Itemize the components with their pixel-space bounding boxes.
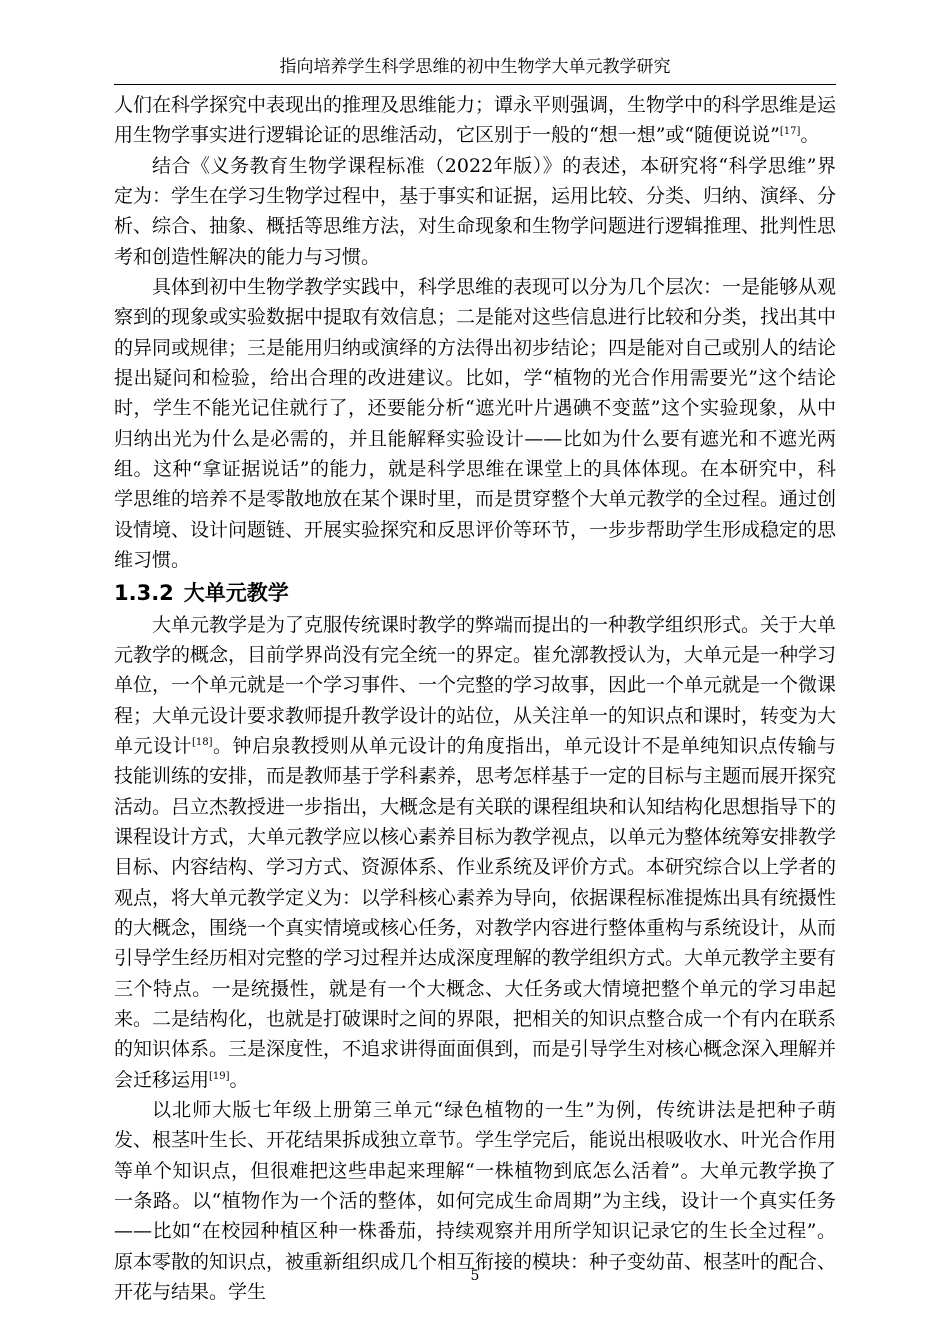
citation-17[interactable]: [17] [779, 126, 801, 138]
paragraph-4-end: 。 [229, 1068, 249, 1091]
paragraph-1 [114, 90, 836, 151]
running-header [114, 56, 836, 85]
citation-19[interactable]: [19] [209, 1070, 230, 1082]
page-body [114, 90, 836, 1307]
paragraph-2: 结合《义务教育生物学课程标准（2022年版）》的表述，本研究将“科学思维”界定为：学生在学习生物学过程中，基于事实和证据，运用比较、分类、归纳、演绎、分析、综合、抽象、概括等思维方法，对生命现象和生物学问题进行逻辑推理、批判性思考和创造性解决的能力与习惯。 [114, 154, 837, 268]
paragraph-1-end: 。 [800, 124, 820, 147]
running-header-title: 指向培养学生科学思维的初中生物学大单元教学研究 [279, 57, 671, 77]
section-number: 1.3.2 [114, 580, 174, 605]
section-heading [114, 579, 836, 607]
section-title: 大单元教学 [183, 580, 289, 605]
page-footer [0, 1268, 950, 1284]
paragraph-5: 以北师大版七年级上册第三单元“绿色植物的一生”为例，传统讲法是把种子萌发、根茎叶生长、开花结果拆成独立章节。学生学完后，能说出根吸收水、叶光合作用等单个知识点，但很难把这些串起来理解“一株植物到底怎么活着”。大单元教学换了一条路。以“植物作为一个活的整体，如何完成生命周期”为主线，设计一个真实任务——比如“在校园种植区种一株番茄，持续观察并用所学知识记录它的生长全过程”。原本零散的知识点，被重新组织成几个相互衔接的模块：种子变幼苗、根茎叶的配合、开花与结果。学生 [114, 1099, 837, 1304]
citation-18[interactable]: [18] [191, 736, 213, 748]
paragraph-4-text-a: 大单元教学是为了克服传统课时教学的弊端而提出的一种教学组织形式。关于大单元教学的概念，目前学界尚没有完全统一的界定。崔允漷教授认为，大单元是一种学习单位，一个单元就是一个学习事件、一个完整的学习故事，因此一个单元就是一个微课程；大单元设计要求教师提升教学设计的站位，从关注单一的知识点和课时，转变为大单元设计 [114, 613, 837, 757]
page-number: 5 [470, 1268, 480, 1284]
paragraph-4 [114, 610, 836, 1096]
paragraph-4-text-b: 。钟启泉教授则从单元设计的角度指出，单元设计不是单纯知识点传输与技能训练的安排，而是教师基于学科素养，思考怎样基于一定的目标与主题而展开探究活动。吕立杰教授进一步指出，大概念是有关联的课程组块和认知结构化思想指导下的课程设计方式，大单元教学应以核心素养目标为教学视点，以单元为整体统筹安排教学目标、内容结构、学习方式、资源体系、作业系统及评价方式。本研究综合以上学者的观点，将大单元教学定义为：以学科核心素养为导向，依据课程标准提炼出具有统摄性的大概念，围绕一个真实情境或核心任务，对教学内容进行整体重构与系统设计，从而引导学生经历相对完整的学习过程并达成深度理解的教学组织方式。大单元教学主要有三个特点。一是统摄性，就是有一个大概念、大任务或大情境把整个单元的学习串起来。二是结构化，也就是打破课时之间的界限，把相关的知识点整合成一个有内在联系的知识体系。三是深度性，不追求讲得面面俱到，而是引导学生对核心概念深入理解并会迁移运用 [114, 734, 837, 1091]
paragraph-3: 具体到初中生物学教学实践中，科学思维的表现可以分为几个层次：一是能够从观察到的现象或实验数据中提取有效信息；二是能对这些信息进行比较和分类，找出其中的异同或规律；三是能用归纳或演绎的方法得出初步结论；四是能对自己或别人的结论提出疑问和检验，给出合理的改进建议。比如，学“植物的光合作用需要光”这个结论时，学生不能光记住就行了，还要能分析“遮光叶片遇碘不变蓝”这个实验现象，从中归纳出光为什么是必需的，并且能解释实验设计——比如为什么要有遮光和不遮光两组。这种“拿证据说话”的能力，就是科学思维在课堂上的具体体现。在本研究中，科学思维的培养不是零散地放在某个课时里，而是贯穿整个大单元教学的全过程。通过创设情境、设计问题链、开展实验探究和反思评价等环节，一步步帮助学生形成稳定的思维习惯。 [114, 276, 837, 572]
paragraph-1-text: 人们在科学探究中表现出的推理及思维能力；谭永平则强调，生物学中的科学思维是运用生物学事实进行逻辑论证的思维活动，它区别于一般的“想一想”或“随便说说” [114, 94, 837, 147]
